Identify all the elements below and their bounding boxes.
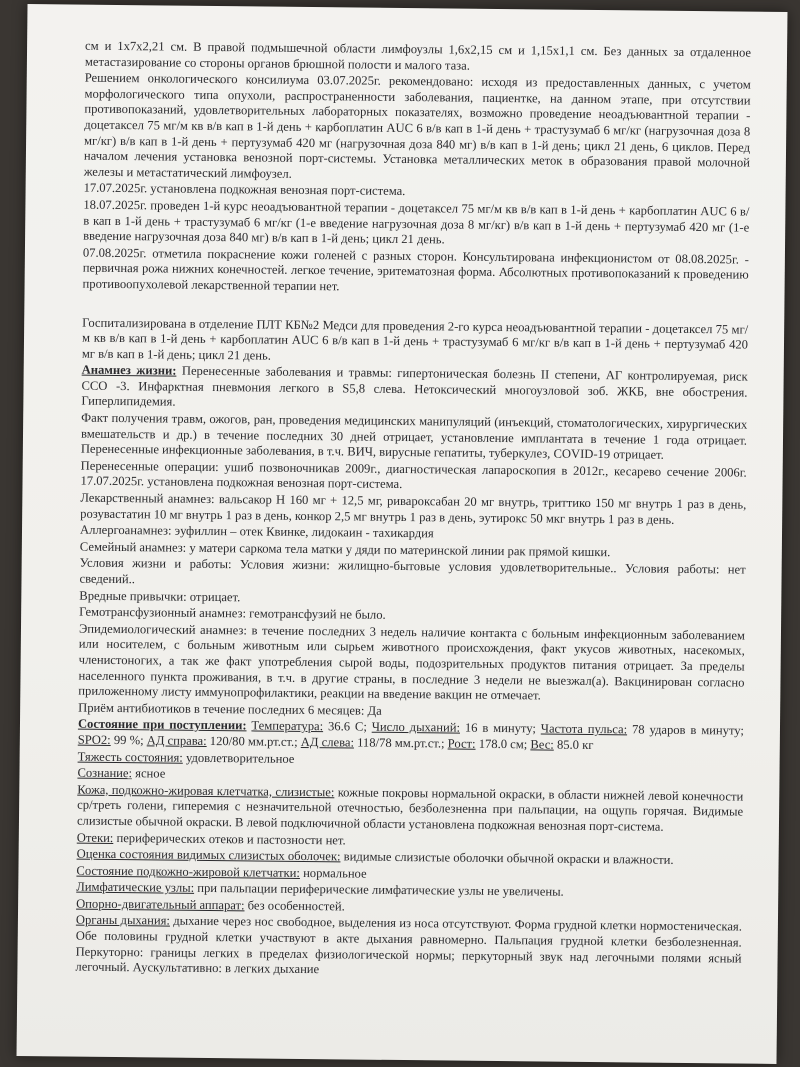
temperature-value: 36.6 С; [323, 719, 372, 735]
paragraph: см и 1х7х2,21 см. В правой подмышечной области лимфоузлы 1,6х2,15 см и 1,15х1,1 см. Без данных за отдаленное метастазирование со стороны органов брюшной полости и малого таза. [84, 38, 752, 73]
bp-right-label: АД справа: [146, 733, 207, 748]
spo2-label: SPO2: [77, 732, 111, 747]
exam-label: Опорно-двигательный аппарат: [76, 896, 245, 913]
hospitalization-paragraph: Госпитализирована в отделение ПЛТ КБ№2 Медси для проведения 2-го курса неоадъювантной терапии - доцетаксел 75 мг/м кв в/в кап в 1-й день + карбоплатин AUC 6 в/в кап в 1-й день + трастузумаб 6 мг/кг в/в кап в 1-й день + пертузумаб 420 мг в/в кап в 1-й день; цикл 21 день. [81, 315, 749, 363]
exam-label: Лимфатические узлы: [76, 879, 195, 896]
height-label: Рост: [447, 736, 476, 751]
paragraph: Вредные привычки: отрицает. [79, 588, 241, 604]
anamnesis-label: Анамнез жизни: [81, 362, 177, 378]
respiration-value: 16 в минуту; [459, 720, 541, 736]
paragraph: Эпидемиологический анамнез: в течение последних 3 недель наличие контакта с больным инфекционным заболеванием или носителем, с больным животным или сырьем животного происхождения, факт укусов животных, насекомых, членистоногих, а так же факт употребления сырой воды, подозрительных продуктов питания отрицает. За пределы населенного пункта проживания, в т.ч. в другие страны, в последние 3 недели не выезжал(а). Вакцинирован согласно приложенному листу иммунопрофилактики, реакции на введение вакцин не отмечает. [78, 621, 746, 703]
paragraph: Перенесенные операции: ушиб позвоночникав 2009г., диагностическая лапароскопия в 2012г., кесарево сечение 2006г. 17.07.2025г. установлена подкожная венозная порт-система. [80, 458, 747, 492]
respiration-label: Число дыханий: [371, 720, 461, 735]
bp-right-value: 120/80 мм.рт.ст.; [206, 733, 301, 749]
exam-item [75, 913, 742, 982]
exam-label: Кожа, подкожно-жировая клетчатка, слизистые: [77, 782, 335, 800]
exam-label: Оценка состояния видимых слизистых оболочек: [76, 846, 341, 864]
paragraph: 18.07.2025г. проведен 1-й курс неоадъювантной терапии - доцетаксел 75 мг/м кв в/в кап в 1-й день + карбоплатин AUC 6 в/в кап в 1-й день + трастузумаб 6 мг/кг (1-е введение нагрузочная доза 8 мг/кг) в/в кап в 1-й день + пертузумаб 420 мг (1-е введение нагрузочная доза 840 мг) в/в кап в 1-й день; цикл 21 день. [83, 197, 750, 247]
exam-text: удовлетворительное [182, 750, 295, 766]
pulse-value: 78 ударов в минуту; [627, 722, 745, 738]
status-label: Состояние при поступлении: [77, 716, 247, 733]
anamnesis-paragraph [81, 363, 747, 417]
paragraph: Факт получения травм, ожогов, ран, проведения медицинских манипуляций (инъекций, стоматологических, хирургических вмешательств и др.) в течение последних 30 дней отрицает, установление имплантата в течение 1 года отрицает. Перенесенные инфекционные заболевания, в т.ч. ВИЧ, вирусные гепатиты, туберкулез, COVID-19 отрицает. [80, 410, 748, 462]
exam-label: Отеки: [76, 830, 114, 845]
paragraph: Условия жизни и работы: Условия жизни: жилищно-бытовые условия удовлетворительные.. Условия работы: нет сведений.. [79, 556, 746, 587]
paragraph: Гемотрансфузионный анамнез: гемотрансфузий не было. [79, 604, 386, 623]
height-value: 178.0 см; [475, 736, 531, 752]
exam-text: дыхание через нос свободное, выделения из носа отсутствуют. Форма грудной клетки нормостеническая. Обе половины грудной клетки участвуют в акте дыхания равномерно. Пальпация грудной клетки безболезненная. Перкуторно: границы легких в пределах физиологической нормы; перкуторный звук над легочными полями ясный легочный. Аускультативно: в легких дыхание [75, 914, 742, 977]
exam-label: Состояние подкожно-жировой клетчатки: [76, 863, 301, 880]
exam-text: кожные покровы нормальной окраски, в области нижней левой конечности ср/треть голени, гиперемия с незначительной отечностью, безболезненна при пальпации, на ощупь горячая. Видимые слизистые обычной окраски. В левой подключичной области установлена подкожная венозная порт-система. [76, 785, 744, 834]
paragraph: 17.07.2025г. установлена подкожная венозная порт-система. [83, 180, 406, 199]
spo2-value: 99 %; [110, 732, 147, 748]
exam-item [77, 782, 743, 836]
exam-label: Тяжесть состояния: [77, 749, 183, 765]
exam-text: нормальное [299, 865, 367, 881]
paragraph: Приём антибиотиков в течение последних 6 месяцев: Да [78, 700, 382, 718]
exam-label: Сознание: [77, 765, 133, 781]
exam-text: при пальпации периферические лимфатические узлы не увеличены. [194, 881, 564, 899]
exam-text: видимые слизистые оболочки обычной окраски и влажности. [340, 849, 674, 867]
pulse-label: Частота пульса: [540, 721, 628, 737]
exam-text: периферических отеков и пастозности нет. [113, 830, 346, 847]
paragraph: Семейный анамнез: у матери саркома тела матки у дяди по материнской линии рак прямой кишки. [79, 539, 611, 559]
weight-label: Вес: [530, 737, 554, 752]
paragraph: Решением онкологического консилиума 03.07.2025г. рекомендовано: исходя из предоставленных данных, с учетом морфологического типа опухоли, распространенности заболевания, пациентке, на данном этапе, при отсутствии противопоказаний, удовлетворительных лабораторных показателях, возможно проведение неоадъювантной терапии - доцетаксел 75 мг/м кв в/в кап в 1-й день + карбоплатин AUC 6 в/в кап в 1-й день + трастузумаб 6 мг/кг (нагрузочная доза 8 мг/кг) в/в кап в 1-й день + пертузумаб 420 мг (нагрузочная доза 840 мг) в/в кап в 1-й день; цикл 21 день, 6 циклов. Перед началом лечения установка венозной порт-системы. Установка металлических меток в образования правой молочной железы и метастатический лимфоузел. [83, 70, 751, 181]
document-body [75, 39, 751, 984]
exam-text: ясное [131, 766, 166, 781]
weight-value: 85.0 кг [553, 737, 594, 752]
exam-text: без особенностей. [244, 898, 345, 914]
exam-label: Органы дыхания: [75, 913, 171, 929]
paragraph: Аллергоанамнез: эуфиллин – отек Квинке, лидокаин - тахикардия [79, 522, 434, 541]
temperature-label: Температура: [251, 718, 324, 734]
paragraph: 07.08.2025г. отметила покраснение кожи голеней с разных сторон. Консультирована инфекционистом от 08.08.2025г. - первичная рожа нижних конечностей. легкое течение, эритематозная форма. Абсолютных противопоказаний к проведению противоопухолевой лекарственной терапии нет. [82, 245, 749, 294]
anamnesis-text: Перенесенные заболевания и травмы: гипертоническая болезнь II степени, АГ контролируемая, риск ССО -3. Инфарктная пневмония легкого в S5,8 слева. Нетоксический многоузловой зоб. ЖКБ, вне обострения. Гиперлипидемия. [81, 363, 748, 410]
paragraph: Лекарственный анамнез: вальсакор Н 160 мг + 12,5 мг, ривароксабан 20 мг внутрь, триттико 150 мг внутрь 1 раз в день, розувастатин 10 мг внутрь 1 раз в день, конкор 2,5 мг внутрь 1 раз в день, эутирокс 50 мкг внутрь 1 раз в день. [80, 490, 747, 527]
document-page [17, 4, 788, 1064]
bp-left-value: 118/78 мм.рт.ст.; [353, 735, 448, 751]
bp-left-label: АД слева: [300, 734, 355, 750]
